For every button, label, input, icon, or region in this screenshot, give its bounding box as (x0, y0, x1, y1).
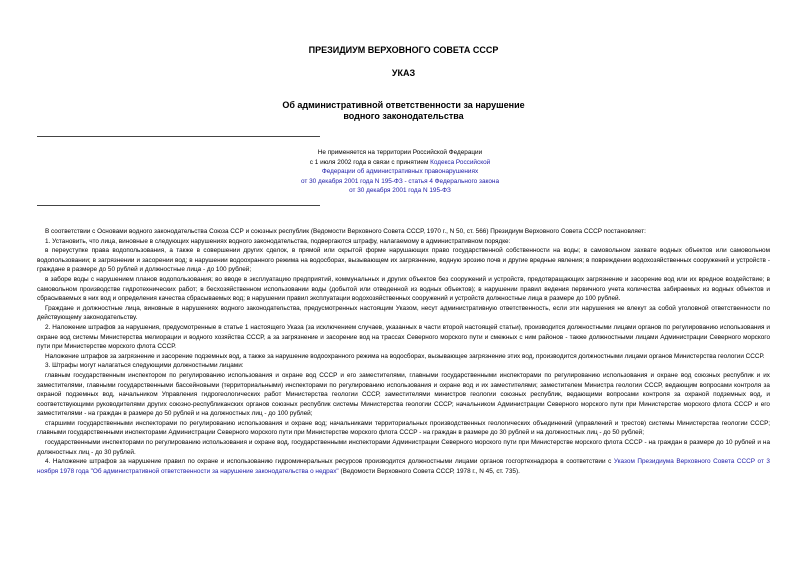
code-link-part-1[interactable]: Кодекса Российской (430, 158, 491, 166)
note-line-4 (250, 177, 550, 187)
paragraph-article-1: 1. Установить, что лица, виновные в следующих нарушениях водного законодательства, подвергаются штрафу, налагаемому в административном порядке: (45, 237, 511, 245)
paragraph-article-3-a: главным государственным инспектором по регулированию использования и охране вод СССР и его заместителями, главными государственными инспекторами по регулированию использования и охране вод союзных республик и их заместителями, главными государственными бассейновыми (территориальными) инспекторами по регулированию использования и охране вод и их заместителями; заместителем Министра геологии СССР, ведающим вопросами контроля за охраной подземных вод, начальником Управления гидрогеологических работ Министерства геологии СССР, заместителями министров геологии союзных республик, ведающими вопросами контроля за охраной подземных вод, и соответствующими руководителями других союзно-республиканских органов союзных республик системы Министерства геологии СССР; начальником Администрации Северного морского пути при Министерстве морского флота СССР и его заместителями - на граждан в размере до 50 рублей и на должностных лиц - до 100 рублей; (37, 371, 770, 418)
paragraph-article-1-a: в переуступке права водопользования, а также в совершении других сделок, в прямой или скрытой форме нарушающих право государственной собственности на воды; в самовольном захвате водных объектов или самовольном водопользовании; в загрязнении и засорении вод; в нарушении водоохранного режима на водосборах, вызывающем их загрязнение, водную эрозию почв и другие вредные явления; в повреждении водохозяйственных сооружений и устройств - граждане в размере до 50 рублей и должностные лица - до 100 рублей; (37, 247, 770, 274)
decree-heading: УКАЗ (391, 68, 416, 78)
applicability-note (250, 148, 550, 196)
paragraph-preamble: В соответствии с Основами водного законодательства Союза ССР и союзных республик (Ведомости Верховного Совета СССР, 1970 г., N 50, ст. 566) Президиум Верховного Совета СССР постановляет: (45, 228, 646, 235)
paragraph-article-3-b: старшими государственными инспекторами по регулированию использования и охране вод; начальниками территориальных производственных геологических объединений (управлений и трестов) системы Министерства геологии СССР; главными государственными инспекторами Администрации Северного морского пути при Министерстве морского флота СССР - на граждан в размере до 30 рублей и на должностных лиц - до 50 рублей; (37, 419, 770, 437)
paragraph-article-1-b: в заборе воды с нарушением планов водопользования; во вводе в эксплуатацию предприятий, коммунальных и других объектов без сооружений и устройств, предотвращающих загрязнение и засорение вод или их вредное воздействие; в самовольном производстве гидротехнических работ; в бесхозяйственном использовании воды (добытой или отведенной из водных объектов); в нарушении правил ведения первичного учета количества забираемых из водных объектов и сбрасываемых в них вод и определения качества сбрасываемых вод; в нарушении правил эксплуатации водохозяйственных сооружений и устройств должностные лица в размере до 100 рублей. (37, 275, 770, 303)
code-link-part-3[interactable]: от 30 декабря 2001 года N 195-ФЗ (301, 177, 403, 185)
paragraph-article-3-c: государственными инспекторами по регулированию использования и охране вод, государственными инспекторами Администрации Северного морского пути при Министерстве морского флота СССР - на граждан в размере до 10 рублей и на должностных лиц - до 30 рублей. (37, 439, 770, 456)
title-line-1: Об административной ответственности за нарушение (282, 100, 525, 110)
top-divider (37, 136, 320, 137)
federal-law-link-date[interactable]: от 30 декабря 2001 года N 195-ФЗ (349, 187, 451, 195)
title-line-2: водного законодательства (343, 111, 464, 121)
decree-body (37, 227, 770, 476)
federal-law-link[interactable]: - статья 4 Федерального закона (402, 177, 499, 185)
paragraph-article-2: 2. Наложение штрафов за нарушения, предусмотренные в статье 1 настоящего Указа (за исключением случаев, указанных в части второй настоящей статьи), производится должностными лицами органов по регулированию использования и охране вод системы Министерства мелиорации и водного хозяйства СССР, а за загрязнение и засорение вод на трассах Северного морского пути и смежных с ним районов - также должностными лицами Администрации Северного морского пути при Министерстве морского флота СССР. (37, 323, 770, 351)
paragraph-article-3: 3. Штрафы могут налагаться следующими должностными лицами: (45, 362, 244, 370)
note-line-1: Не применяется на территории Российской Федерации (317, 149, 483, 156)
note-line-2: с 1 июля 2002 года в связи с принятием Кодекса Российской (309, 158, 491, 166)
paragraph-article-1-c: Граждане и должностные лица, виновные в нарушениях водного законодательства, предусмотренных настоящим Указом, несут административную ответственность, если эти нарушения не влекут за собой уголовной ответственности по действующему законодательству. (37, 304, 770, 322)
paragraph-article-2-b: Наложение штрафов за загрязнение и засорение подземных вод, а также за нарушение водоохранного режима на водосборах, вызывающее загрязнение этих вод, производится должностными лицами органов Министерства геологии СССР. (45, 352, 765, 360)
presidium-heading: ПРЕЗИДИУМ ВЕРХОВНОГО СОВЕТА СССР (308, 45, 499, 55)
paragraph-article-4: 4. Наложение штрафов за нарушение правил по охране и использованию гидроминеральных ресурсов производится должностными лицами органов госгортехнадзора в соответствии с Указом Президиума Верховного Совета СССР от 3 ноября 1978 года "Об административной ответственности за нарушение законодательства о недрах" (Ведомости Верховного Совета СССР, 1978 г., N 45, ст. 735). (37, 458, 770, 475)
decree-1978-link[interactable]: Указом Президиума Верховного Совета СССР от 3 ноября 1978 года "Об административной ответственности за нарушение законодательства о недрах" (37, 458, 770, 475)
code-link-part-2[interactable]: Федерации об административных правонарушениях (321, 168, 479, 176)
bottom-divider (37, 205, 320, 206)
